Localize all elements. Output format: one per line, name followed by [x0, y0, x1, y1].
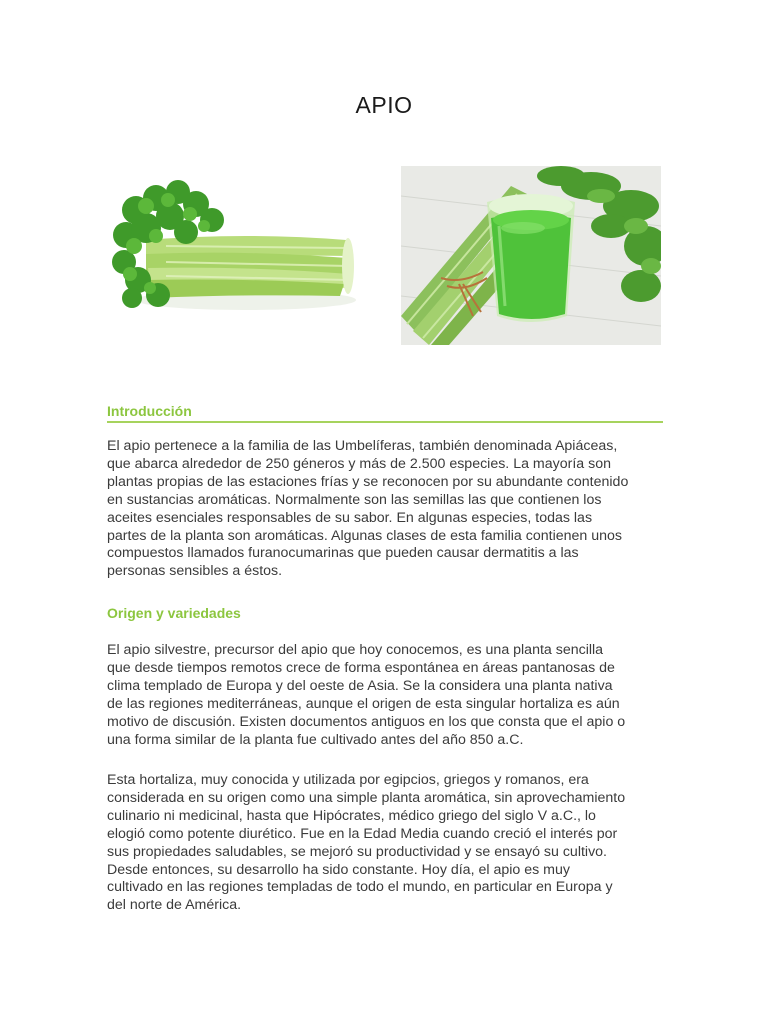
text-line: del norte de América. [107, 897, 242, 914]
page-title: APIO [355, 92, 413, 118]
section-heading-origen: Origen y variedades [107, 605, 241, 621]
text-line: culinario ni medicinal, hasta que Hipócrates, médico griego del siglo V a.C., lo [107, 807, 596, 824]
text-line: Desde entonces, su desarrollo ha sido constante. Hoy día, el apio es muy [107, 861, 570, 878]
text-line: plantas propias de las estaciones frías y se reconocen por su abundante contenido [107, 473, 629, 490]
text-line: una forma similar de la planta fue cultivado antes del año 850 a.C. [107, 731, 524, 748]
origin-paragraph-1 [107, 642, 667, 749]
text-line: en sustancias aromáticas. Normalmente son las semillas las que contienen los [107, 491, 602, 508]
origin-paragraph-2 [107, 772, 667, 915]
text-line: de las regiones mediterráneas, aunque el origen de esta singular hortaliza es aún [107, 695, 620, 712]
celery-juice-photo [401, 166, 661, 345]
text-line: partes de la planta son aromáticas. Algunas clases de esta familia contienen unos [107, 527, 623, 544]
heading-divider [107, 421, 663, 423]
text-line: aceites esenciales responsables de su sabor. En algunas especies, todas las [107, 509, 593, 526]
intro-paragraph [107, 438, 667, 581]
text-line: El apio pertenece a la familia de las Umbelíferas, también denominada Apiáceas, [107, 438, 618, 454]
text-line: Esta hortaliza, muy conocida y utilizada por egipcios, griegos y romanos, era [107, 772, 589, 788]
celery-bunch-photo [106, 170, 356, 340]
text-line: motivo de discusión. Existen documentos antiguos en los que consta que el apio o [107, 713, 626, 730]
text-line: clima templado de Europa y del oeste de Asia. Se la considera una planta nativa [107, 677, 613, 694]
text-line: elogió como potente diurético. Fue en la Edad Media cuando creció el interés por [107, 825, 618, 842]
section-heading-introduccion: Introducción [107, 403, 192, 419]
text-line: cultivado en las regiones templadas de todo el mundo, en particular en Europa y [107, 879, 613, 896]
text-line: que abarca alrededor de 250 géneros y más de 2.500 especies. La mayoría son [107, 455, 611, 472]
text-line: compuestos llamados furanocumarinas que pueden causar dermatitis a las [107, 545, 579, 562]
text-line: que desde tiempos remotos crece de forma espontánea en áreas pantanosas de [107, 659, 615, 676]
text-line: El apio silvestre, precursor del apio que hoy conocemos, es una planta sencilla [107, 642, 604, 658]
text-line: considerada en su origen como una simple planta aromática, sin aprovechamiento [107, 789, 626, 806]
text-line: sus propiedades saludables, se mejoró su productividad y se ensayó su cultivo. [107, 843, 607, 860]
text-line: personas sensibles a éstos. [107, 563, 283, 580]
